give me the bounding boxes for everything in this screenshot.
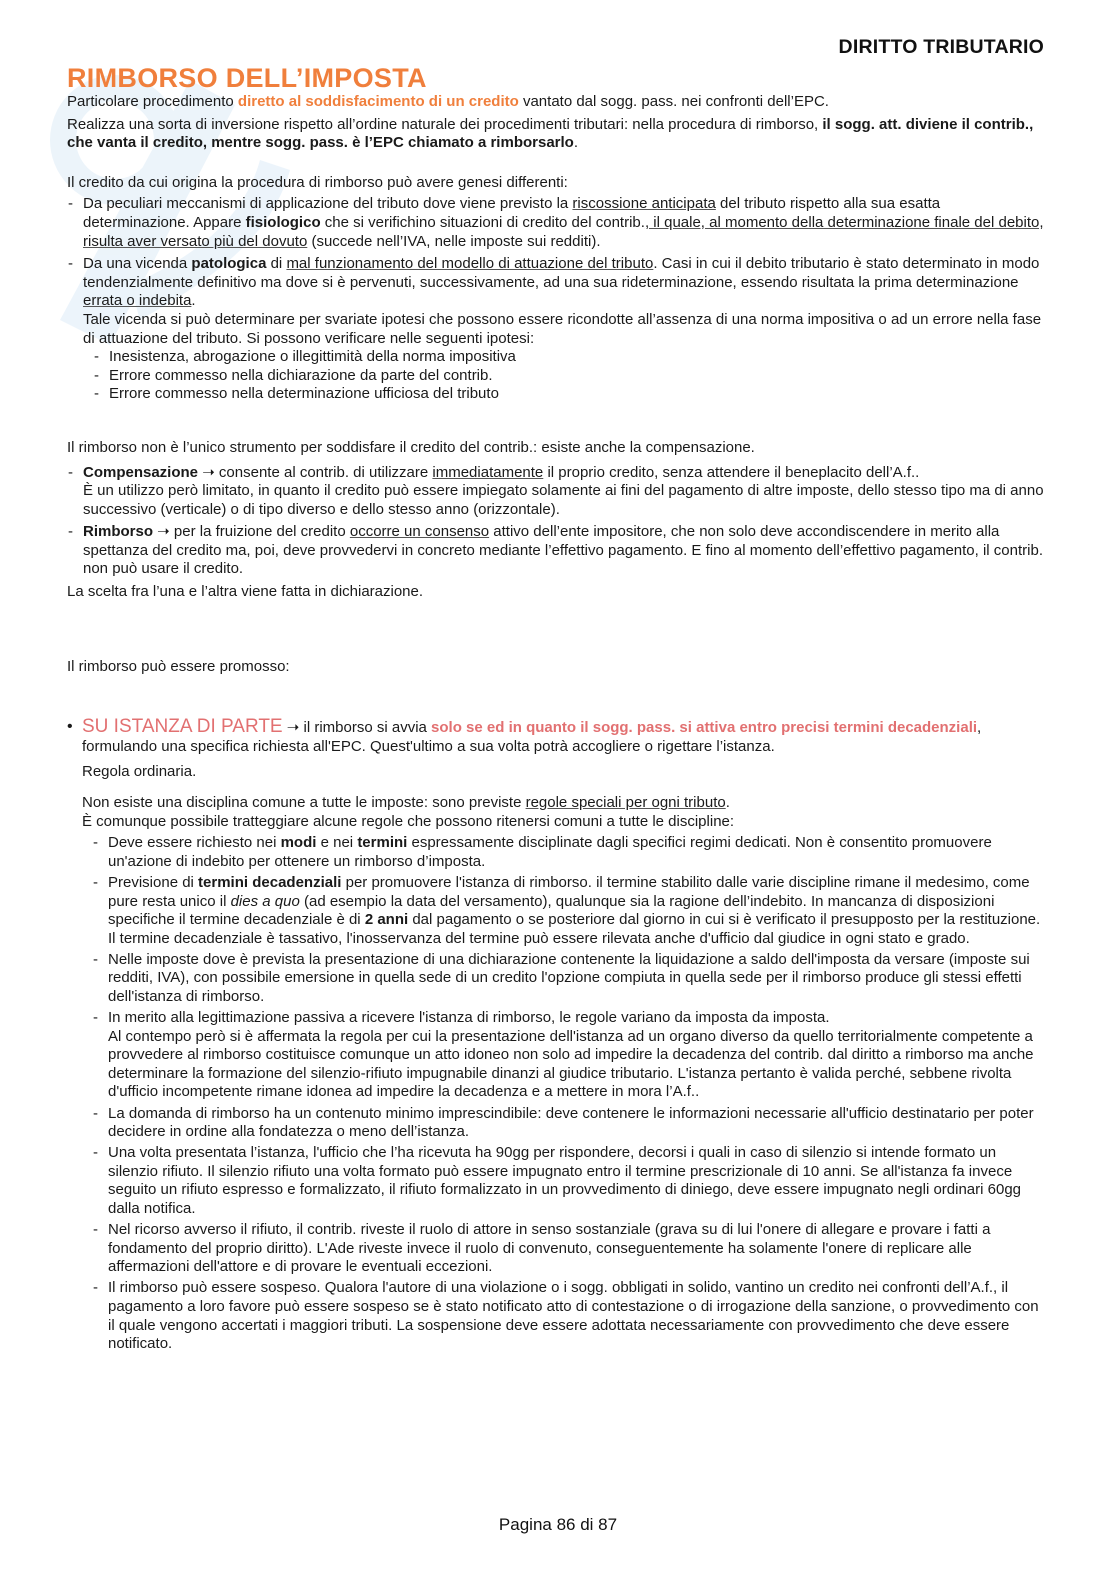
list-item: - Compensazione ➝ consente al contrib. di utilizzare immediatamente il proprio credito, senza attendere il beneplacito dell’A.f.. È un utilizzo però limitato, in quanto il credito può essere impiegato solamente ai fini del pagamento di altre imposte, dello stesso tipo ma di anno successivo (verticale) o di tipo diverso e dello stesso anno (orizzontale).: [67, 464, 1047, 520]
origin-list: [67, 195, 1047, 404]
origin-lead: Il credito da cui origina la procedura di rimborso può avere genesi differenti:: [67, 173, 568, 191]
intro-highlight: diretto al soddisfacimento di un credito: [237, 93, 519, 110]
list-item: - Deve essere richiesto nei modi e nei termini espressamente disciplinate dagli specifici regimi dedicati. Non è consentito promuovere un'azione di indebito per ottenere un rimborso d’imposta.: [92, 834, 1047, 871]
list-item: - Previsione di termini decadenziali per promuovere l'istanza di rimborso. il termine stabilito dalle varie discipline rimane il medesimo, come pure resta unico il dies a quo (ad esempio la data del versamento), qualunque sia la ragione dell’indebito. In mancanza di disposizioni specifiche il termine decadenziale è di 2 anni dal pagamento o se posteriore dal giorno in cui si è verificato il presupposto per la restituzione. Il termine decadenziale è tassativo, l'inosservanza del termine può essere rilevata anche d'ufficio dal giudice in ogni stato e grado.: [92, 874, 1047, 948]
list-item: - Da una vicenda patologica di mal funzionamento del modello di attuazione del tributo. Casi in cui il debito tributario è stato determinato in modo tendenzialmente definitivo ma dove si è pervenuti, successivamente, ad una sua rideterminazione, essendo risultata la prima determinazione errata o indebita. Tale vicenda si può determinare per svariate ipotesi che possono essere ricondotte all’assenza di una norma impositiva o ad un errore nella fase di attuazione del tributo. Si possono verificare nelle seguenti ipotesi: - Inesistenza, abrogazione o illegittimità della norma impositiva - Errore commesso nella dichiarazione da parte del contrib. - Errore commesso nella determinazione ufficiosa del tributo: [67, 255, 1047, 404]
list-item: - Nelle imposte dove è prevista la presentazione di una dichiarazione contenente la liquidazione a saldo dell'imposta da versare (imposte sui redditi, IVA), con possibile emersione in quella sede di un credito l'opzione compiuta in quella sede per il rimborso produce gli stessi effetti dell'istanza di rimborso.: [92, 951, 1047, 1007]
list-item: - Rimborso ➝ per la fruizione del credito occorre un consenso attivo dell’ente impositore, che non solo deve accondiscendere in merito alla spettanza del credito ma, poi, deve provvedervi in concreto mediante l’effettivo pagamento. E fino al momento dell’effettivo pagamento, il contrib. non può usare il credito.: [67, 523, 1047, 579]
intro-paragraph-1: Particolare procedimento diretto al soddisfacimento di un credito vantato dal sogg. pass. nei confronti dell’EPC.: [67, 93, 829, 110]
istanza-section: [67, 718, 1047, 1354]
alternatives-lead: Il rimborso non è l’unico strumento per soddisfare il credito del contrib.: esiste anche la compensazione.: [67, 438, 755, 456]
origin-sublist: [93, 348, 1047, 404]
list-item: - La domanda di rimborso ha un contenuto minimo imprescindibile: deve contenere le informazioni necessarie all'ufficio destinatario per poter decidere in ordine alla fondatezza o meno dell’istanza.: [92, 1105, 1047, 1142]
regole-list: [92, 834, 1047, 1354]
istanza-head-paragraph: • SU ISTANZA DI PARTE ➝ il rimborso si avvia solo se ed in quanto il sogg. pass. si attiva entro precisi termini decadenziali, formulando una specifica richiesta all'EPC. Quest'ultimo a sua volta potrà accogliere o rigettare l’istanza.: [82, 716, 982, 755]
intro-paragraph-2: Realizza una sorta di inversione rispetto all’ordine naturale dei procedimenti tributari: nella procedura di rimborso, il sogg. att. diviene il contrib., che vanta il credito, mentre sogg. pass. è l’EPC chiamato a rimborsarlo.: [67, 115, 1034, 152]
list-item: - Nel ricorso avverso il rifiuto, il contrib. riveste il ruolo di attore in senso sostanziale (grava su di lui l'onere di allegare e provare i fatti a fondamento del proprio diritto). L'Ade riveste invece il ruolo di convenuto, conseguentemente ha solamente l'onere di replicare alle affermazioni dell'attore e di provare le eventuali eccezioni.: [92, 1221, 1047, 1277]
document-header: DIRITTO TRIBUTARIO: [838, 36, 1044, 58]
list-item: - Inesistenza, abrogazione o illegittimità della norma impositiva: [93, 348, 1047, 367]
list-item: - In merito alla legittimazione passiva a ricevere l'istanza di rimborso, le regole variano da imposta da imposta. Al contempo però si è affermata la regola per cui la presentazione dell'istanza ad un organo diverso da quello territorialmente competente a provvedere al rimborso costituisce comunque un atto idoneo non solo ad impedire la decadenza del contrib. dal diritto a rimborso ma anche determinare la formazione del silenzio-rifiuto impugnabile dinanzi al giudice tributario. L'istanza pertanto è valida perché, sebbene rivolta d'ufficio incompetente rimane idonea ad impedire la decadenza e a mettere in mora l’A.f..: [92, 1009, 1047, 1102]
main-content: [67, 93, 1047, 1356]
alternatives-closing: La scelta fra l’una e l’altra viene fatta in dichiarazione.: [67, 583, 424, 601]
list-item: - Errore commesso nella determinazione ufficiosa del tributo: [93, 385, 1047, 404]
regola-label: Regola ordinaria.: [82, 763, 197, 781]
list-item: - Il rimborso può essere sospeso. Qualora l'autore di una violazione o i sogg. obbligati in solido, vantino un credito nei confronti dell’A.f., il pagamento a loro favore può essere sospeso se è stato notificato atto di contestazione o di irrogazione della sanzione, o provvedimento con il quale vengono accertati i maggiori tributi. La sospensione deve essere adottata necessariamente con provvedimento che deve essere notificato.: [92, 1279, 1047, 1353]
alternatives-list: [67, 464, 1047, 580]
disciplina-paragraph: Non esiste una disciplina comune a tutte le imposte: sono previste regole speciali per ogni tributo. È comunque possibile tratteggiare alcune regole che possono ritenersi comuni a tutte le discipline:: [82, 794, 735, 830]
list-item: - Da peculiari meccanismi di applicazione del tributo dove viene previsto la riscossione anticipata del tributo rispetto alla sua esatta determinazione. Appare fisiologico che si verifichino situazioni di credito del contrib., il quale, al momento della determinazione finale del debito, risulta aver versato più del dovuto (succede nell’IVA, nelle imposte sui redditi).: [67, 195, 1047, 251]
list-item: - Una volta presentata l’istanza, l'ufficio che l’ha ricevuta ha 90gg per rispondere, decorsi i quali in caso di silenzio si intende formato un silenzio rifiuto. Il silenzio rifiuto una volta formato può essere impugnato entro il termine prescrizionale di 10 anni. Se all'istanza fa invece seguito un rifiuto espresso e formalizzato, il rifiuto formalizzato in un provvedimento di diniego, deve essere impugnato negli ordinari 60gg dalla notifica.: [92, 1144, 1047, 1218]
list-item: - Errore commesso nella dichiarazione da parte del contrib.: [93, 367, 1047, 386]
promoted-lead: Il rimborso può essere promosso:: [67, 657, 290, 675]
section-heading: SU ISTANZA DI PARTE: [82, 716, 283, 738]
page-number: Pagina 86 di 87: [498, 1515, 618, 1534]
page-title: RIMBORSO DELL’IMPOSTA: [67, 63, 427, 93]
